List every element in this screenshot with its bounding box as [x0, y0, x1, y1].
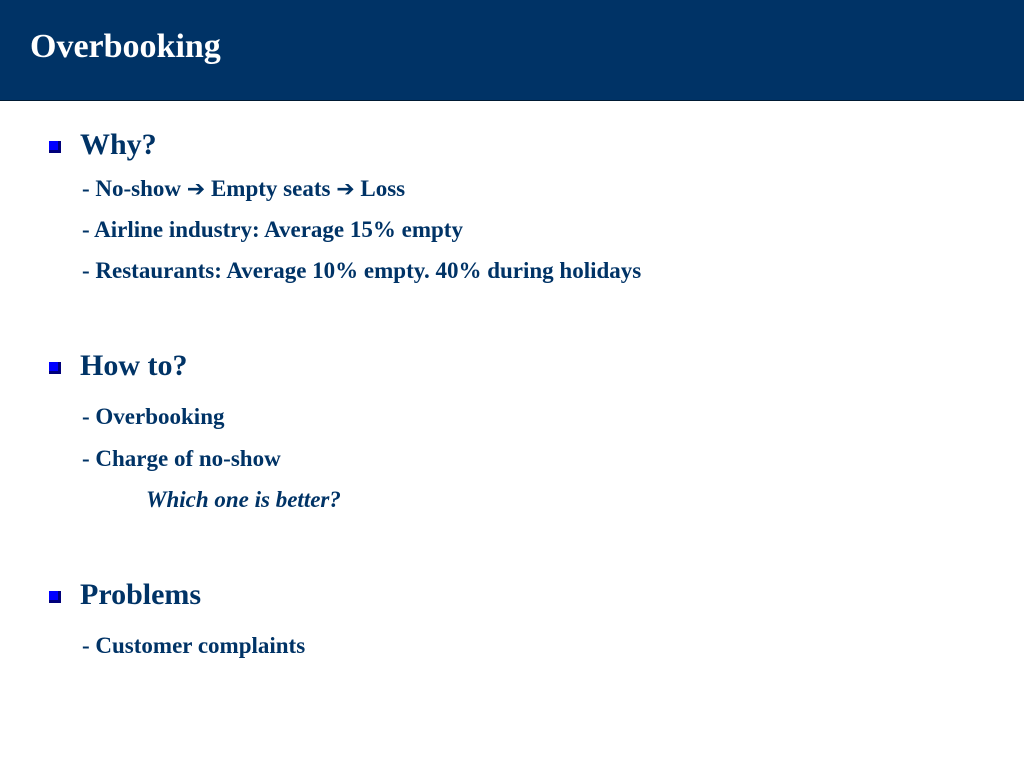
body-line-restaurants: - Restaurants: Average 10% empty. 40% during holidays [82, 258, 642, 283]
slide-title: Overbooking [30, 28, 221, 65]
body-line-complaints: - Customer complaints [82, 633, 306, 658]
square-bullet-icon [49, 591, 61, 603]
body-line-overbooking: - Overbooking [82, 404, 225, 429]
right-arrow-icon: ➔ [186, 177, 206, 202]
body-line-charge: - Charge of no-show [82, 446, 281, 471]
line-part: Loss [354, 176, 406, 201]
body-line-question: Which one is better? [146, 487, 341, 512]
right-arrow-icon: ➔ [336, 177, 355, 202]
title-bar [0, 0, 1024, 101]
body-line-no-show [82, 177, 405, 201]
section-heading: How to? [80, 349, 188, 382]
line-part: Empty seats [205, 176, 337, 201]
square-bullet-icon [49, 362, 61, 374]
body-line-airline: - Airline industry: Average 15% empty [82, 217, 463, 242]
square-bullet-icon [49, 141, 61, 153]
section-heading: Problems [80, 578, 202, 611]
section-heading: Why? [80, 128, 157, 161]
line-part: - No-show [82, 176, 187, 201]
